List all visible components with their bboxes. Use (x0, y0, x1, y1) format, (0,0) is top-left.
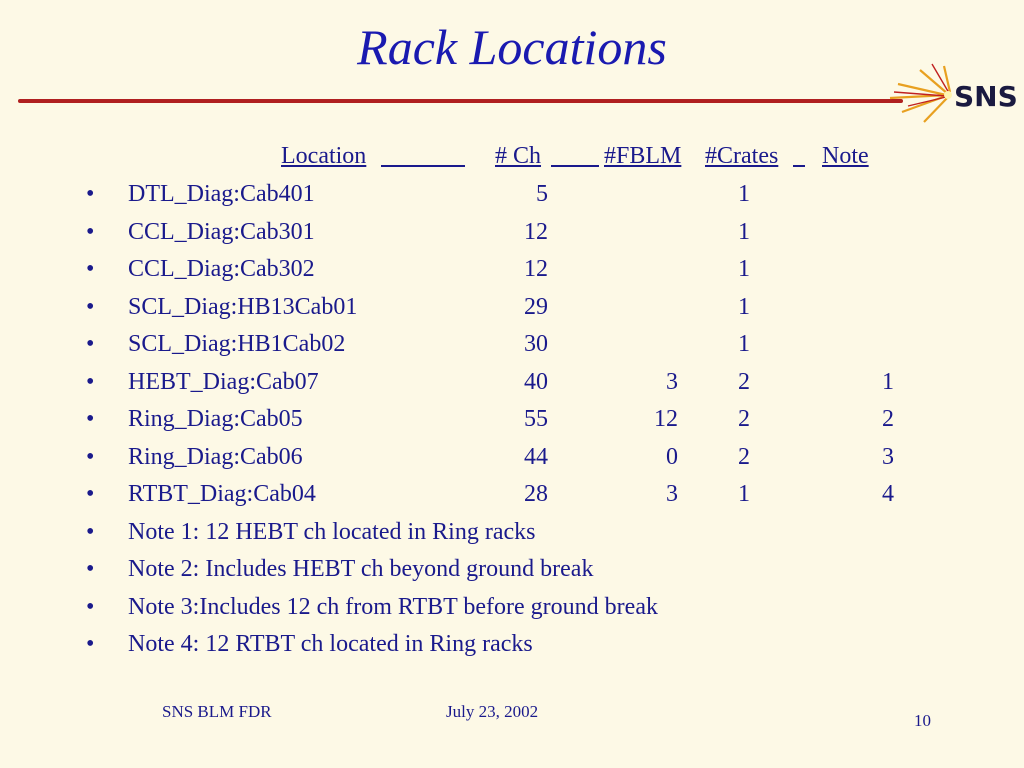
page-number: 10 (914, 711, 931, 730)
bullet-icon: • (86, 181, 95, 207)
header-crates: #Crates (705, 143, 779, 169)
row-location: CCL_Diag:Cab301 (128, 219, 315, 245)
logo-text: SNS (954, 80, 1018, 113)
row-note: 3 (882, 444, 894, 470)
row-crates: 1 (738, 331, 750, 357)
note-item (0, 519, 1024, 555)
slide-title: Rack Locations (357, 19, 667, 75)
title-divider (18, 99, 903, 103)
bullet-icon: • (86, 369, 95, 395)
row-crates: 2 (738, 444, 750, 470)
bullet-icon: • (86, 406, 95, 432)
row-fblm: 12 (654, 406, 678, 432)
row-ch: 5 (536, 181, 548, 207)
header-ch: # Ch (495, 143, 542, 169)
row-ch: 44 (524, 444, 548, 470)
bullet-icon: • (86, 556, 95, 582)
bullet-icon: • (86, 219, 95, 245)
note-text: Note 1: 12 HEBT ch located in Ring racks (128, 519, 536, 545)
row-fblm: 3 (666, 481, 678, 507)
header-note: Note (822, 143, 869, 169)
row-location: HEBT_Diag:Cab07 (128, 369, 319, 395)
row-ch: 12 (524, 256, 548, 282)
note-item (0, 556, 1024, 592)
table-row (0, 481, 1024, 517)
note-text: Note 3:Includes 12 ch from RTBT before ground break (128, 594, 658, 620)
row-ch: 55 (524, 406, 548, 432)
bullet-icon: • (86, 519, 95, 545)
row-crates: 1 (738, 481, 750, 507)
header-crates-underline (793, 143, 805, 170)
table-row (0, 406, 1024, 442)
row-ch: 30 (524, 331, 548, 357)
row-note: 1 (882, 369, 894, 395)
row-crates: 1 (738, 256, 750, 282)
header-location: Location (281, 143, 367, 169)
row-crates: 2 (738, 369, 750, 395)
footer-date: July 23, 2002 (446, 702, 539, 721)
bullet-icon: • (86, 481, 95, 507)
bullet-icon: • (86, 631, 95, 657)
row-location: DTL_Diag:Cab401 (128, 181, 315, 207)
table-row (0, 219, 1024, 255)
note-text: Note 2: Includes HEBT ch beyond ground break (128, 556, 594, 582)
table-row (0, 444, 1024, 480)
footer-left: SNS BLM FDR (162, 702, 272, 721)
row-ch: 12 (524, 219, 548, 245)
row-crates: 1 (738, 294, 750, 320)
row-location: SCL_Diag:HB13Cab01 (128, 294, 358, 320)
sns-logo-icon (888, 62, 1018, 128)
table-row (0, 181, 1024, 217)
note-item (0, 631, 1024, 667)
row-fblm: 3 (666, 369, 678, 395)
note-item (0, 594, 1024, 630)
bullet-icon: • (86, 444, 95, 470)
row-ch: 29 (524, 294, 548, 320)
bullet-icon: • (86, 331, 95, 357)
table-row (0, 294, 1024, 330)
bullet-icon: • (86, 594, 95, 620)
row-location: RTBT_Diag:Cab04 (128, 481, 316, 507)
row-location: CCL_Diag:Cab302 (128, 256, 315, 282)
row-ch: 28 (524, 481, 548, 507)
note-text: Note 4: 12 RTBT ch located in Ring racks (128, 631, 533, 657)
row-note: 4 (882, 481, 894, 507)
row-location: Ring_Diag:Cab06 (128, 444, 303, 470)
header-ch-underline (551, 143, 599, 170)
row-location: SCL_Diag:HB1Cab02 (128, 331, 346, 357)
row-note: 2 (882, 406, 894, 432)
table-row (0, 256, 1024, 292)
row-fblm: 0 (666, 444, 678, 470)
table-row (0, 369, 1024, 405)
header-location-underline (381, 143, 465, 170)
row-ch: 40 (524, 369, 548, 395)
bullet-icon: • (86, 294, 95, 320)
header-fblm: #FBLM (604, 143, 682, 169)
row-crates: 1 (738, 181, 750, 207)
table-row (0, 331, 1024, 367)
row-crates: 2 (738, 406, 750, 432)
row-crates: 1 (738, 219, 750, 245)
bullet-icon: • (86, 256, 95, 282)
row-location: Ring_Diag:Cab05 (128, 406, 303, 432)
